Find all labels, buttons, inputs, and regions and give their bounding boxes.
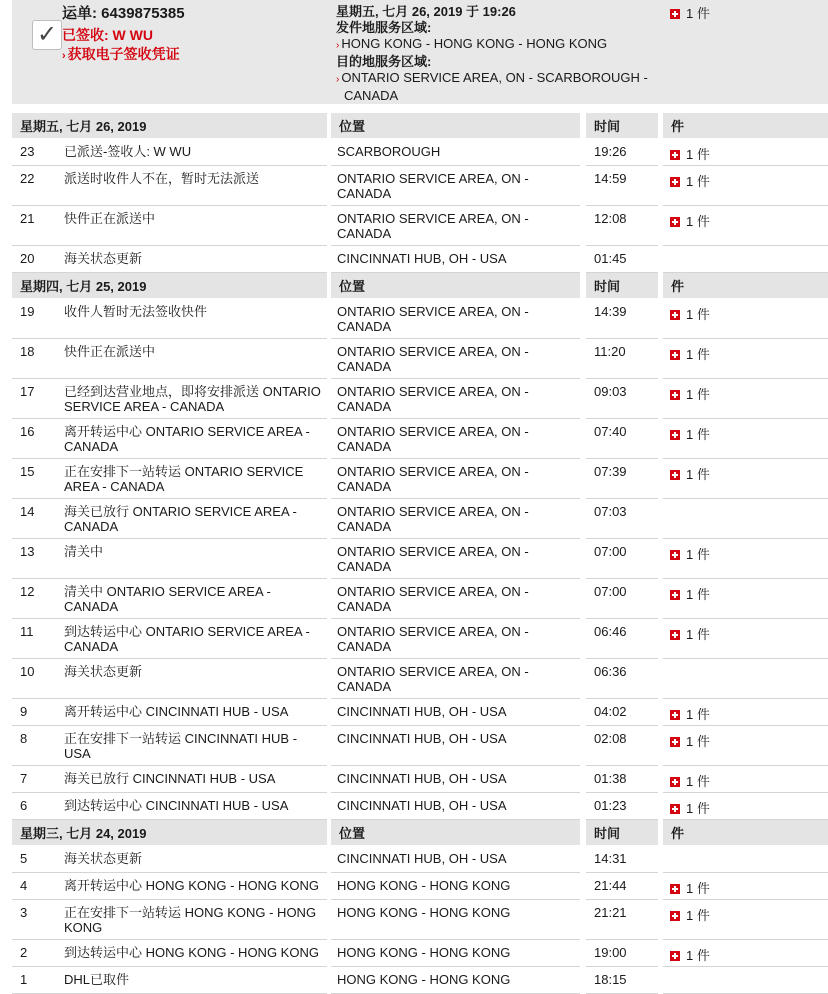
event-row (0, 579, 828, 619)
event-location: HONG KONG - HONG KONG (337, 945, 511, 960)
expand-plus-icon (670, 177, 680, 187)
event-pieces (670, 307, 710, 322)
event-pieces-count: 1 件 (686, 307, 710, 322)
event-time: 04:02 (594, 704, 627, 719)
event-description: 离开转运中心 CINCINNATI HUB - USA (64, 704, 289, 719)
event-description: 快件正在派送中 (64, 211, 156, 226)
event-pieces-toggle[interactable] (670, 339, 820, 379)
event-row (0, 299, 828, 339)
event-number: 7 (20, 771, 28, 786)
expand-plus-icon (670, 430, 680, 440)
event-location: ONTARIO SERVICE AREA, ON - CANADA (337, 211, 529, 241)
expand-plus-icon (670, 630, 680, 640)
event-row (0, 166, 828, 206)
event-number: 16 (20, 424, 35, 439)
event-time: 07:03 (594, 504, 627, 519)
expand-plus-icon (670, 804, 680, 814)
event-pieces-toggle[interactable] (670, 900, 820, 940)
event-pieces (670, 467, 710, 482)
proof-of-delivery-label: 获取电子签收凭证 (67, 46, 180, 62)
event-time: 21:44 (594, 878, 627, 893)
event-pieces (670, 174, 710, 189)
event-description: 海关状态更新 (64, 251, 143, 266)
event-location: ONTARIO SERVICE AREA, ON - CANADA (337, 344, 529, 374)
event-number: 14 (20, 504, 35, 519)
destination-value-line2: CANADA (344, 88, 399, 103)
time-header: 时间 (586, 820, 658, 845)
event-pieces-count: 1 件 (686, 774, 710, 789)
event-pieces (670, 801, 710, 816)
event-location: HONG KONG - HONG KONG (337, 972, 511, 987)
event-pieces (670, 627, 710, 642)
event-row (0, 379, 828, 419)
event-location: CINCINNATI HUB, OH - USA (337, 704, 507, 719)
event-number: 2 (20, 945, 28, 960)
event-description: 海关已放行 ONTARIO SERVICE AREA - CANADA (64, 504, 297, 534)
event-row (0, 206, 828, 246)
delivered-checkmark-icon: ✓ (32, 20, 62, 50)
event-number: 5 (20, 851, 28, 866)
event-location: ONTARIO SERVICE AREA, ON - CANADA (337, 304, 529, 334)
event-pieces (670, 881, 710, 896)
location-header: 位置 (331, 113, 580, 138)
event-time: 21:21 (594, 905, 627, 920)
expand-plus-icon (670, 911, 680, 921)
event-location: ONTARIO SERVICE AREA, ON - CANADA (337, 504, 529, 534)
event-pieces (670, 547, 710, 562)
expand-plus-icon (670, 217, 680, 227)
event-number: 11 (20, 624, 34, 639)
event-time: 11:20 (594, 344, 626, 359)
event-number: 17 (20, 384, 35, 399)
event-number: 6 (20, 798, 28, 813)
event-number: 13 (20, 544, 35, 559)
event-description: 离开转运中心 ONTARIO SERVICE AREA - CANADA (64, 424, 310, 454)
event-row (0, 873, 828, 900)
event-description: DHL已取件 (64, 972, 130, 987)
event-pieces-toggle[interactable] (670, 873, 820, 900)
event-pieces-count: 1 件 (686, 948, 710, 963)
event-time: 18:15 (594, 972, 627, 987)
chevron-right-icon: › (336, 40, 340, 51)
event-pieces-count: 1 件 (686, 881, 710, 896)
event-location: ONTARIO SERVICE AREA, ON - CANADA (337, 664, 529, 694)
expand-plus-icon (670, 350, 680, 360)
event-row (0, 459, 828, 499)
event-number: 8 (20, 731, 28, 746)
event-number: 23 (20, 144, 35, 159)
event-number: 22 (20, 171, 35, 186)
event-pieces-count: 1 件 (686, 707, 710, 722)
expand-plus-icon (670, 737, 680, 747)
event-row (0, 699, 828, 726)
event-row (0, 139, 828, 166)
event-location: ONTARIO SERVICE AREA, ON - CANADA (337, 544, 529, 574)
expand-plus-icon (670, 470, 680, 480)
event-time: 19:00 (594, 945, 627, 960)
shipment-details (336, 4, 656, 104)
event-pieces-toggle[interactable] (670, 539, 820, 579)
event-number: 12 (20, 584, 35, 599)
event-location: ONTARIO SERVICE AREA, ON - CANADA (337, 464, 529, 494)
destination-value (336, 70, 656, 88)
event-pieces-toggle[interactable] (670, 699, 820, 726)
summary-pieces-count: 1 件 (686, 6, 710, 21)
event-time: 07:39 (594, 464, 627, 479)
event-pieces-count: 1 件 (686, 627, 710, 642)
event-pieces (670, 387, 710, 402)
event-number: 10 (20, 664, 35, 679)
date-header: 星期三, 七月 24, 2019 (12, 820, 327, 845)
event-number: 18 (20, 344, 35, 359)
date-header-row (0, 820, 828, 845)
signed-status: 已签收: W WU (62, 27, 153, 43)
pieces-header: 件 (663, 273, 828, 298)
event-row (0, 846, 828, 873)
event-pieces-count: 1 件 (686, 214, 710, 229)
proof-of-delivery-link[interactable] (62, 47, 180, 64)
event-pieces-toggle[interactable] (670, 766, 820, 793)
event-description: 到达转运中心 CINCINNATI HUB - USA (64, 798, 289, 813)
event-pieces-count: 1 件 (686, 587, 710, 602)
summary-pieces-toggle[interactable] (670, 6, 710, 21)
event-time: 14:59 (594, 171, 627, 186)
date-header: 星期五, 七月 26, 2019 (12, 113, 327, 138)
origin-label: 发件地服务区域: (336, 20, 432, 35)
event-pieces-toggle[interactable] (670, 940, 820, 967)
event-description: 收件人暂时无法签收快件 (64, 304, 208, 319)
pieces-header: 件 (663, 820, 828, 845)
event-time: 14:31 (594, 851, 627, 866)
event-number: 21 (20, 211, 35, 226)
event-time: 07:00 (594, 544, 627, 559)
event-pieces-toggle[interactable] (670, 579, 820, 619)
event-pieces-count: 1 件 (686, 734, 710, 749)
event-time: 01:45 (594, 251, 627, 266)
event-time: 01:23 (594, 798, 627, 813)
chevron-right-icon: › (336, 74, 340, 85)
event-pieces (670, 908, 710, 923)
event-description: 清关中 (64, 544, 104, 559)
event-pieces (670, 774, 710, 789)
event-pieces (670, 427, 710, 442)
event-time: 06:36 (594, 664, 627, 679)
expand-plus-icon (670, 777, 680, 787)
event-location: ONTARIO SERVICE AREA, ON - CANADA (337, 424, 529, 454)
origin-value-text: HONG KONG - HONG KONG - HONG KONG (341, 36, 608, 51)
event-description: 已派送-签收人: W WU (64, 144, 192, 159)
event-number: 9 (20, 704, 28, 719)
event-description: 海关状态更新 (64, 851, 143, 866)
event-pieces (670, 347, 710, 362)
event-description: 到达转运中心 ONTARIO SERVICE AREA - CANADA (64, 624, 310, 654)
event-pieces-toggle[interactable] (670, 139, 820, 166)
event-pieces-toggle[interactable] (670, 299, 820, 339)
event-pieces-toggle[interactable] (670, 166, 820, 206)
event-number: 20 (20, 251, 35, 266)
event-row (0, 793, 828, 820)
event-pieces-count: 1 件 (686, 467, 710, 482)
expand-plus-icon (670, 951, 680, 961)
event-pieces-toggle[interactable] (670, 793, 820, 820)
event-time: 14:39 (594, 304, 627, 319)
event-pieces (670, 734, 710, 749)
event-pieces-count: 1 件 (686, 801, 710, 816)
event-pieces-toggle[interactable] (670, 726, 820, 766)
event-time: 07:40 (594, 424, 627, 439)
event-pieces-count: 1 件 (686, 174, 710, 189)
event-location: CINCINNATI HUB, OH - USA (337, 798, 507, 813)
event-location: ONTARIO SERVICE AREA, ON - CANADA (337, 171, 529, 201)
event-location: HONG KONG - HONG KONG (337, 905, 511, 920)
event-location: ONTARIO SERVICE AREA, ON - CANADA (337, 384, 529, 414)
event-time: 06:46 (594, 624, 627, 639)
event-time: 09:03 (594, 384, 627, 399)
expand-plus-icon (670, 390, 680, 400)
date-header: 星期四, 七月 25, 2019 (12, 273, 327, 298)
event-description: 已经到达营业地点，即将安排派送 ONTARIO SERVICE AREA - CANADA (64, 384, 321, 414)
event-number: 15 (20, 464, 35, 479)
event-description: 海关已放行 CINCINNATI HUB - USA (64, 771, 276, 786)
event-row (0, 726, 828, 766)
event-row (0, 766, 828, 793)
event-row (0, 619, 828, 659)
destination-label: 目的地服务区域: (336, 54, 432, 69)
event-location: ONTARIO SERVICE AREA, ON - CANADA (337, 624, 529, 654)
chevron-right-icon: › (62, 50, 66, 62)
event-pieces (670, 948, 710, 963)
origin-value (336, 36, 656, 54)
expand-plus-icon (670, 9, 680, 19)
date-header-row (0, 273, 828, 298)
date-header-row (0, 113, 828, 138)
expand-plus-icon (670, 884, 680, 894)
event-number: 4 (20, 878, 28, 893)
event-pieces-count: 1 件 (686, 427, 710, 442)
event-description: 派送时收件人不在，暂时无法派送 (64, 171, 260, 186)
event-location: ONTARIO SERVICE AREA, ON - CANADA (337, 584, 529, 614)
event-description: 离开转运中心 HONG KONG - HONG KONG (64, 878, 319, 893)
event-time: 07:00 (594, 584, 627, 599)
event-description: 正在安排下一站转运 HONG KONG - HONG KONG (64, 905, 317, 935)
event-pieces (670, 214, 710, 229)
event-description: 到达转运中心 HONG KONG - HONG KONG (64, 945, 319, 960)
event-location: CINCINNATI HUB, OH - USA (337, 851, 507, 866)
time-header: 时间 (586, 113, 658, 138)
event-number: 1 (20, 972, 28, 987)
event-number: 19 (20, 304, 35, 319)
event-location: HONG KONG - HONG KONG (337, 878, 511, 893)
waybill-number: 运单: 6439875385 (62, 5, 185, 22)
destination-value-line1: ONTARIO SERVICE AREA, ON - SCARBOROUGH - (341, 70, 648, 85)
expand-plus-icon (670, 150, 680, 160)
event-time: 19:26 (594, 144, 627, 159)
pieces-header: 件 (663, 113, 828, 138)
event-pieces-count: 1 件 (686, 147, 710, 162)
event-row (0, 940, 828, 967)
event-description: 清关中 ONTARIO SERVICE AREA - CANADA (64, 584, 271, 614)
event-time: 02:08 (594, 731, 627, 746)
expand-plus-icon (670, 550, 680, 560)
event-pieces-toggle[interactable] (670, 379, 820, 419)
event-row (0, 900, 828, 940)
event-pieces-toggle[interactable] (670, 619, 820, 659)
event-time: 01:38 (594, 771, 627, 786)
event-row (0, 539, 828, 579)
event-row (0, 499, 828, 539)
event-time: 12:08 (594, 211, 627, 226)
event-pieces-count: 1 件 (686, 387, 710, 402)
event-pieces-toggle[interactable] (670, 206, 820, 246)
event-row (0, 339, 828, 379)
event-description: 正在安排下一站转运 CINCINNATI HUB - USA (64, 731, 298, 761)
expand-plus-icon (670, 310, 680, 320)
location-header: 位置 (331, 273, 580, 298)
expand-plus-icon (670, 710, 680, 720)
delivery-datetime: 星期五, 七月 26, 2019 于 19:26 (336, 4, 516, 19)
event-location: CINCINNATI HUB, OH - USA (337, 251, 507, 266)
event-row (0, 659, 828, 699)
event-pieces (670, 707, 710, 722)
event-description: 正在安排下一站转运 ONTARIO SERVICE AREA - CANADA (64, 464, 304, 494)
event-pieces-toggle[interactable] (670, 459, 820, 499)
event-pieces-count: 1 件 (686, 908, 710, 923)
time-header: 时间 (586, 273, 658, 298)
event-description: 海关状态更新 (64, 664, 143, 679)
expand-plus-icon (670, 590, 680, 600)
event-pieces (670, 147, 710, 162)
event-location: SCARBOROUGH (337, 144, 441, 159)
event-row (0, 246, 828, 273)
event-number: 3 (20, 905, 28, 920)
event-pieces-count: 1 件 (686, 547, 710, 562)
event-description: 快件正在派送中 (64, 344, 156, 359)
location-header: 位置 (331, 820, 580, 845)
event-pieces-toggle[interactable] (670, 419, 820, 459)
event-pieces (670, 587, 710, 602)
event-pieces-count: 1 件 (686, 347, 710, 362)
event-row (0, 419, 828, 459)
event-location: CINCINNATI HUB, OH - USA (337, 731, 507, 746)
event-location: CINCINNATI HUB, OH - USA (337, 771, 507, 786)
